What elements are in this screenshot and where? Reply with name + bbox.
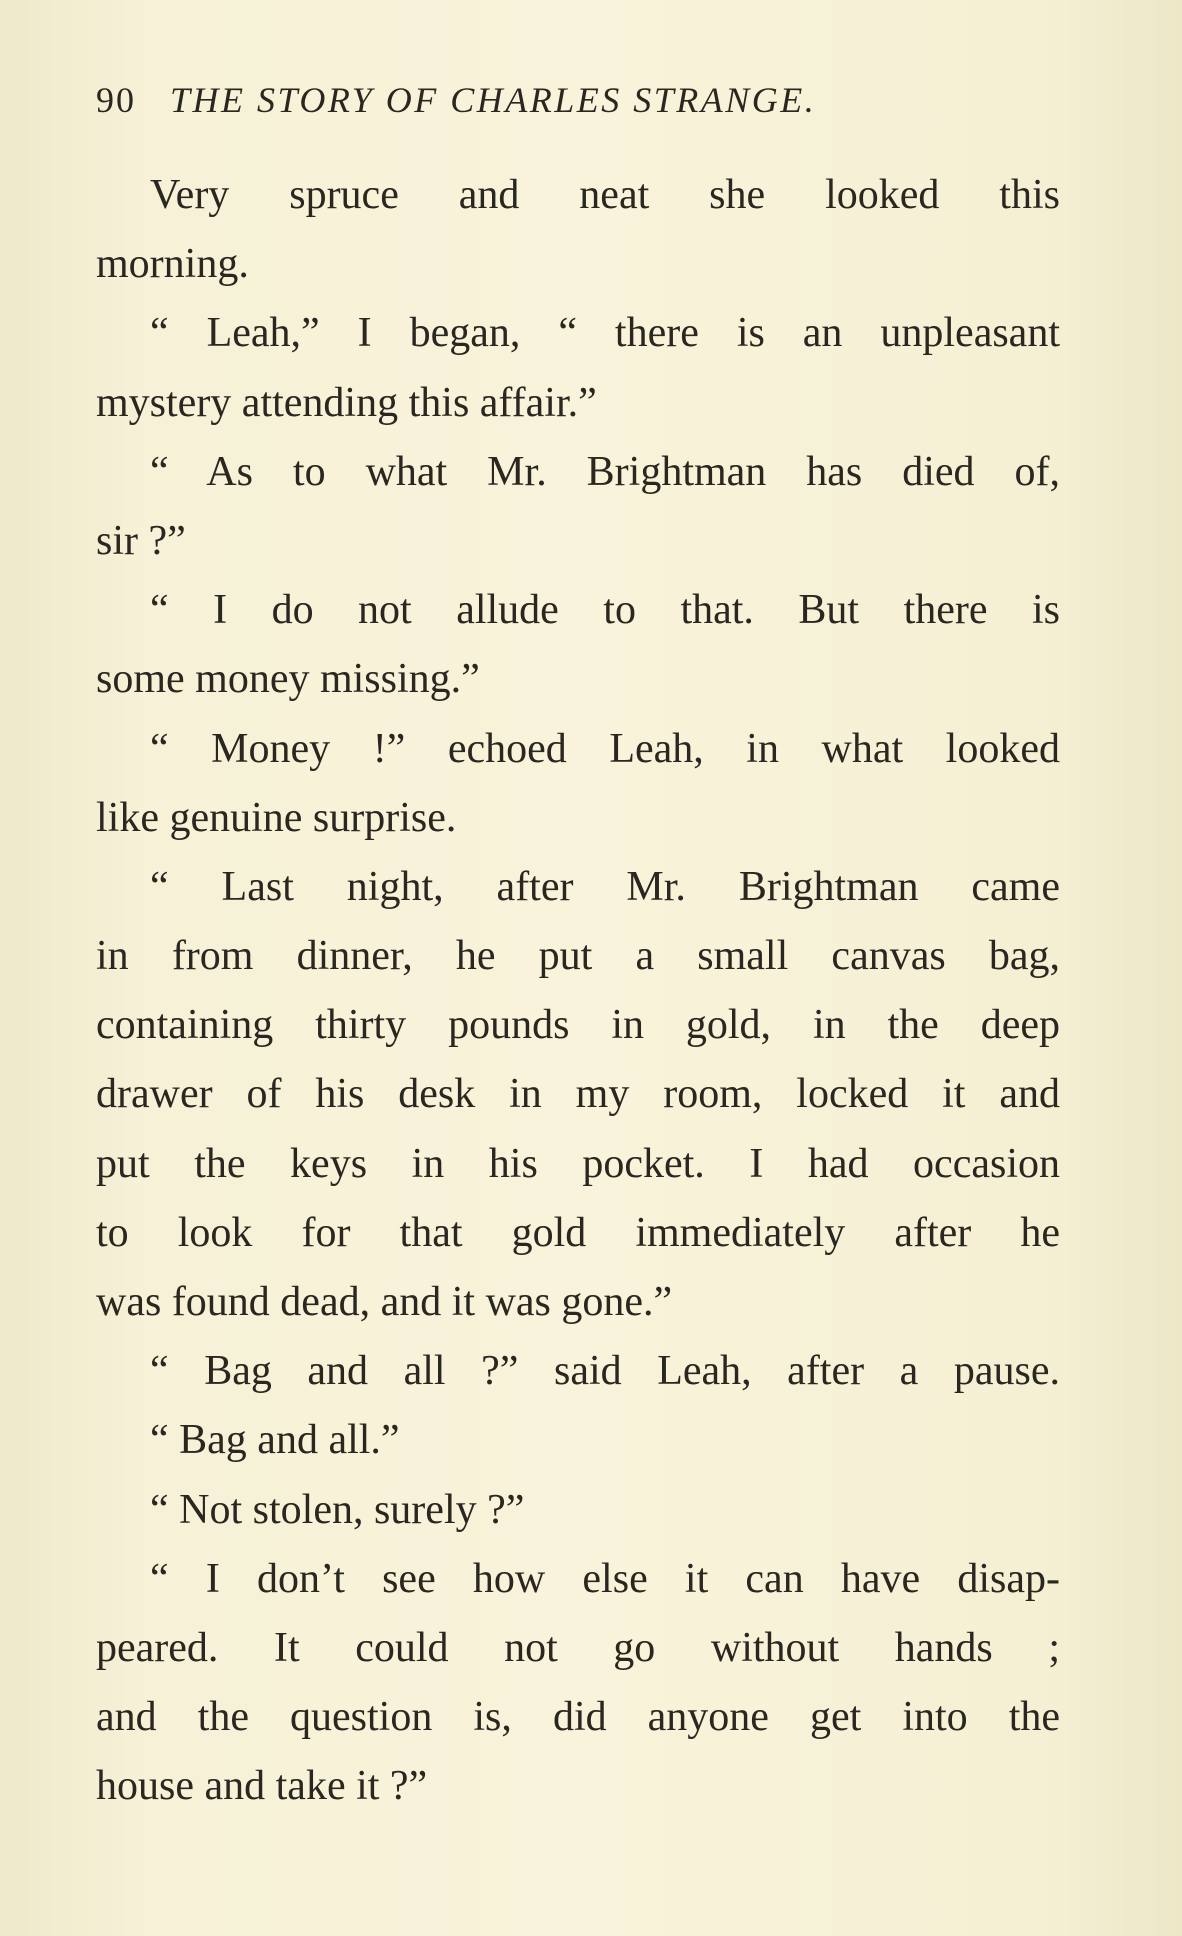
- text-line: peared. It could not go without hands ;: [96, 1624, 1060, 1671]
- text-line: mystery attending this affair.”: [96, 379, 597, 426]
- body-text: [96, 161, 1060, 1822]
- text-line: to look for that gold immediately after he: [96, 1209, 1060, 1256]
- text-line: “ Bag and all ?” said Leah, after a pause.: [150, 1348, 1060, 1395]
- running-title: THE STORY OF CHARLES STRANGE.: [170, 80, 817, 120]
- text-line: “ Bag and all.”: [150, 1417, 400, 1464]
- text-line: “ Not stolen, surely ?”: [150, 1486, 525, 1533]
- text-line: was found dead, and it was gone.”: [96, 1279, 673, 1325]
- text-line: drawer of his desk in my room, locked it and: [96, 1071, 1060, 1118]
- text-line: and the question is, did anyone get into the: [96, 1694, 1060, 1741]
- text-line: “ Money !” echoed Leah, in what looked: [150, 725, 1060, 772]
- text-line: “ I don’t see how else it can have disap-: [150, 1555, 1060, 1602]
- text-line: “ Last night, after Mr. Brightman came: [150, 863, 1060, 910]
- text-line: containing thirty pounds in gold, in the deep: [96, 1002, 1060, 1049]
- text-line: “ Leah,” I began, “ there is an unpleasant: [150, 310, 1060, 357]
- text-line: some money missing.”: [96, 656, 480, 703]
- page-number: 90: [96, 80, 136, 120]
- text-line: Very spruce and neat she looked this: [150, 172, 1060, 218]
- text-line: sir ?”: [96, 517, 186, 564]
- text-line: “ As to what Mr. Brightman has died of,: [150, 448, 1060, 495]
- text-line: in from dinner, he put a small canvas bag,: [96, 933, 1060, 980]
- page-header: [96, 70, 1056, 130]
- text-line: like genuine surprise.: [96, 794, 457, 841]
- text-line: put the keys in his pocket. I had occasion: [96, 1140, 1060, 1187]
- text-line: house and take it ?”: [96, 1763, 428, 1810]
- text-line: “ I do not allude to that. But there is: [150, 587, 1060, 634]
- text-line: morning.: [96, 241, 249, 288]
